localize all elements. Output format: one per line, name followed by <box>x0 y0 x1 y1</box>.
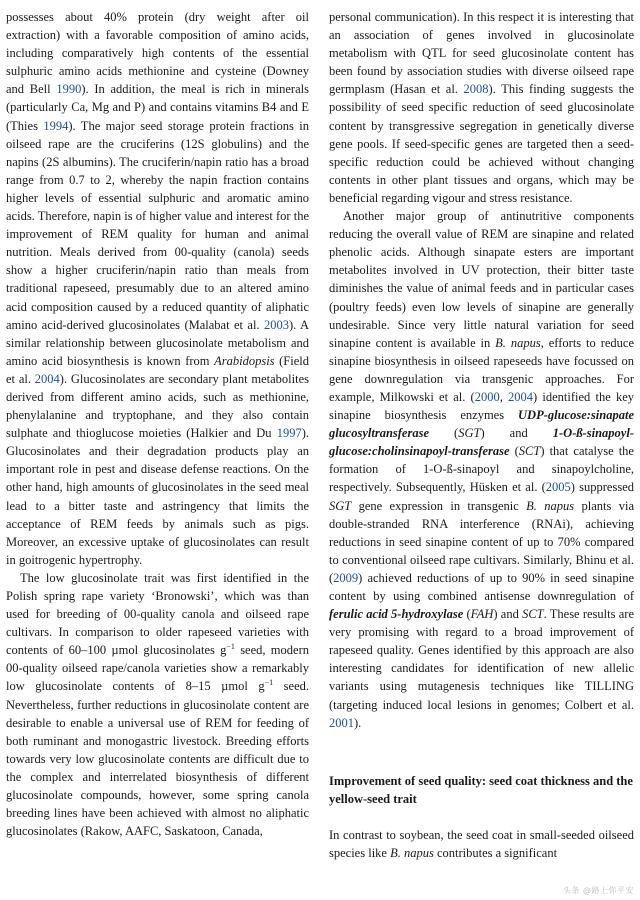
citation-milkowski-2000[interactable]: 2000 <box>474 389 500 404</box>
citation-halkier-du-1997[interactable]: 1997 <box>276 426 302 441</box>
citation-malabat-2003[interactable]: 2003 <box>263 317 289 332</box>
paragraph-sinapine: Another major group of antinutritive components reducing the overall value of REM are sinapine and related phenolic acids. Although sinapate esters are important metabolites involved in UV protection, their bitter taste diminishes the value of animal feeds and in particular cases (poultry feeds) even low levels of sinapine are generally undesirable. Since very little natural variation for seed sinapine content is available in B. napus, efforts to reduce sinapine biosynthesis in oilseed rapeseeds have focussed on gene downregulation via transgenic approaches. For example, Milkowski et al. (2000, 2004) identified the key sinapine biosynthesis enzymes UDP-glucose:sinapate glucosyltransferase (SGT) and 1-O-ß-sinapoyl-glucose:cholinsinapoyl-transferase (SCT) that catalyse the formation of 1-O-ß-sinapoyl and sinapoylcholine, respectively. Subsequently, Hüsken et al. (2005) suppressed SGT gene expression in transgenic B. napus plants via double-stranded RNA interference (RNAi), achieving reductions in seed sinapine content of up to 70% compared to conventional oilseed rape cultivars. Similarly, Bhinu et al. (2009) achieved reductions of up to 90% in seed sinapine content by using combined antisense downregulation of ferulic acid 5-hydroxylase (FAH) and SCT. These results are very promising with regard to a broad improvement of rapeseed quality. Genes identified by this approach are also interesting candidates for identification of new allelic variants using mutagenesis techniques like TILLING (targeting induced local lesions in genomes; Colbert et al. 2001). <box>329 209 635 730</box>
right-column <box>329 8 636 900</box>
paragraph-low-glucosinolate: The low glucosinolate trait was first identified in the Polish spring rape variety ‘Bronowski’, which was than used for breeding of 00-quality canola and oilseed rape cultivars. In comparison to older rapeseed varieties with contents of 60–100 µmol glucosinolates $g^{-1}$ seed, modern 00-quality oilseed rape/canola varieties show a remarkably low glucosinolate contents of 8–15 µmol $g^{-1}$ seed. Nevertheless, further reductions in glucosinolate content are desirable to enable a universal use of REM for feeding of both ruminant and monogastric livestock. Breeding efforts towards very low glucosinolate contents are difficult due to the complex and interrelated biosynthesis of different glucosinolate compounds, however, some spring canola breeding lines have been achieved with almost no aliphatic glucosinolates (Rakow, AAFC, Saskatoon, Canada, <box>6 570 309 839</box>
citation-field-2004[interactable]: 2004 <box>34 371 60 386</box>
paragraph-glucosinolate-qtl: personal communication). In this respect it is interesting that an association of genes involved in glucosinolate metabolism with QTL for seed glucosinolate content has been found by association studies with diverse oilseed rape germplasm (Hasan et al. 2008). This finding suggests the possibility of seed specific reduction of seed glucosinolate content by transgressive segregation in genetically diverse gene pools. If seed-specific genes are targeted then a seed-specific reduction could be achieved without changing contents in other plant tissues and organs, which may be beneficial regarding vigour and stress resistance. <box>329 10 635 205</box>
citation-bhinu-2009[interactable]: 2009 <box>333 570 359 585</box>
citation-colbert-2001[interactable]: 2001 <box>329 715 354 730</box>
citation-milkowski-2004[interactable]: 2004 <box>508 389 534 404</box>
watermark-text: 头条 @路上你平安 <box>562 886 634 895</box>
section-heading: Improvement of seed quality: seed coat thickness and the yellow-seed trait <box>329 773 633 806</box>
species-arabidopsis: Arabidopsis <box>214 353 275 368</box>
heading-spacer <box>329 808 634 826</box>
two-column-body <box>4 8 636 900</box>
paragraph-protein-meal: possesses about 40% protein (dry weight after oil extraction) with a favorable composition of amino acids, including comparatively high contents of the essential sulphuric amino acids methionine and cysteine (Downey and Bell 1990). In addition, the meal is rich in minerals (particularly Ca, Mg and P) and contains vitamins B4 and E (Thies 1994). The major seed storage protein fractions in oilseed rape are the cruciferins (12S globulins) and the napins (2S albumins). The cruciferin/napin ratio has a broad range from 0.7 to 2, whereby the napin fraction contains higher levels of essential sulphuric and aromatic amino acids. Therefore, napin is of higher value and interest for the improvement of REM quality for human and animal nutrition. Meals derived from 00-quality (canola) seeds show a higher cruciferin/napin ratio than meals from traditional rapeseed, presumably due to an altered amino acid composition caused by a reduced quantity of aliphatic amino acid-derived glucosinolates (Malabat et al. 2003). A similar relationship between glucosinolate metabolism and amino acid biosynthesis is known from Arabidopsis (Field et al. 2004). Glucosinolates are secondary plant metabolites derived from different amino acids, such as methionine, phenylalanine and tryptophane, and they also contain sulphate and thioglucose moieties (Halkier and Du 1997). Glucosinolates and their degradation products play an important role in pest and disease defense reactions. On the other hand, high amounts of glucosinolates in the seed meal lead to a bitter taste and astringency that limits the acceptance of REM feeds by animals such as pigs. Moreover, an excessive uptake of glucosinolates can result in goitrogenic hypertrophy. <box>6 10 310 567</box>
citation-hasan-2008[interactable]: 2008 <box>463 82 489 97</box>
left-column <box>4 8 309 900</box>
citation-thies-1994[interactable]: 1994 <box>43 118 69 133</box>
paragraph-seed-coat: In contrast to soybean, the seed coat in small-seeded oilseed species like B. napus contributes a significant <box>329 827 634 861</box>
citation-downey-bell-1990[interactable]: 1990 <box>56 82 82 97</box>
citation-husken-2005[interactable]: 2005 <box>545 480 571 495</box>
